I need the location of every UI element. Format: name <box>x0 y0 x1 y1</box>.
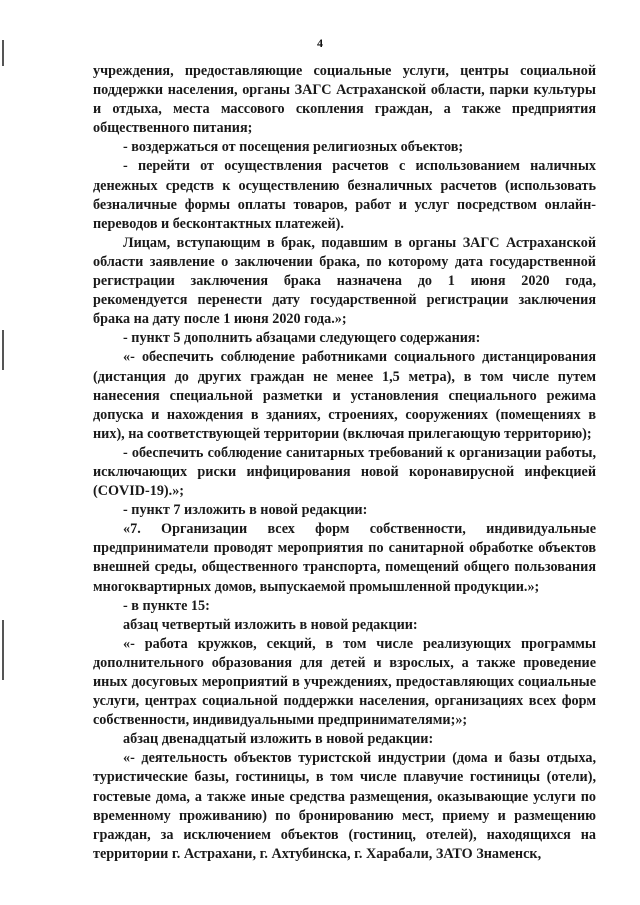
paragraph-14: «- деятельность объектов туристской индустрии (дома и базы отдыха, туристические базы, гостиницы, в том числе плавучие гостиницы (отели), гостевые дома, а также иные средства размещения, оказывающие услуги по временному проживанию) по бронированию мест, приему и размещению граждан, за исключением объектов (гостиниц, отелей), находящихся на территории г. Астрахани, г. Ахтубинска, г. Харабали, ЗАТО Знаменск, <box>93 750 596 862</box>
document-body <box>93 62 596 864</box>
paragraph-8: - пункт 7 изложить в новой редакции: <box>123 502 368 519</box>
paragraph-9: «7. Организации всех форм собственности, индивидуальные предприниматели проводят мероприятия по санитарной обработке объектов внешней среды, общественного транспорта, помещений общего пользования многоквартирных домов, выпускаемой промышленной продукции.»; <box>93 521 596 595</box>
paragraph-1: учреждения, предоставляющие социальные услуги, центры социальной поддержки населения, органы ЗАГС Астраханской области, парки культуры и отдыха, места массового скопления граждан, а также предприятия общественного питания; <box>93 63 596 137</box>
paragraph-11: абзац четвертый изложить в новой редакции: <box>123 616 418 633</box>
paragraph-10: - в пункте 15: <box>123 597 210 614</box>
paragraph-5: - пункт 5 дополнить абзацами следующего содержания: <box>123 330 481 347</box>
paragraph-12: «- работа кружков, секций, в том числе реализующих программы дополнительного образования для детей и взрослых, а также проведение иных досуговых мероприятий в учреждениях, предоставляющих социальные услуги, центрах социальной поддержки населения, организациях всех форм собственности, индивидуальными предпринимателями;»; <box>93 635 596 729</box>
paragraph-2: - воздержаться от посещения религиозных объектов; <box>123 139 464 156</box>
paragraph-6: «- обеспечить соблюдение работниками социального дистанцирования (дистанция до других граждан не менее 1,5 метра), в том числе путем нанесения специальной разметки и установления специального режима допуска и нахождения в зданиях, строениях, сооружениях (помещениях в них), на соответствующей территории (включая прилегающую территорию); <box>93 349 596 442</box>
margin-mark-bottom <box>2 620 4 680</box>
paragraph-7: - обеспечить соблюдение санитарных требований к организации работы, исключающих риски инфицирования новой коронавирусной инфекцией (COVID-19).»; <box>93 444 596 500</box>
paragraph-4: Лицам, вступающим в брак, подавшим в органы ЗАГС Астраханской области заявление о заключении брака, по которому дата государственной регистрации заключения брака назначена до 1 июня 2020 года, рекомендуется перенести дату государственной регистрации заключения брака на дату после 1 июня 2020 года.»; <box>93 234 596 328</box>
margin-mark-middle <box>2 330 4 370</box>
paragraph-13: абзац двенадцатый изложить в новой редакции: <box>123 731 434 748</box>
page-number: 4 <box>317 36 323 50</box>
paragraph-3: - перейти от осуществления расчетов с использованием наличных денежных средств к осуществлению безналичных расчетов (использовать безналичные формы оплаты товаров, работ и услуг посредством онлайн-переводов и бесконтактных платежей). <box>93 158 596 232</box>
